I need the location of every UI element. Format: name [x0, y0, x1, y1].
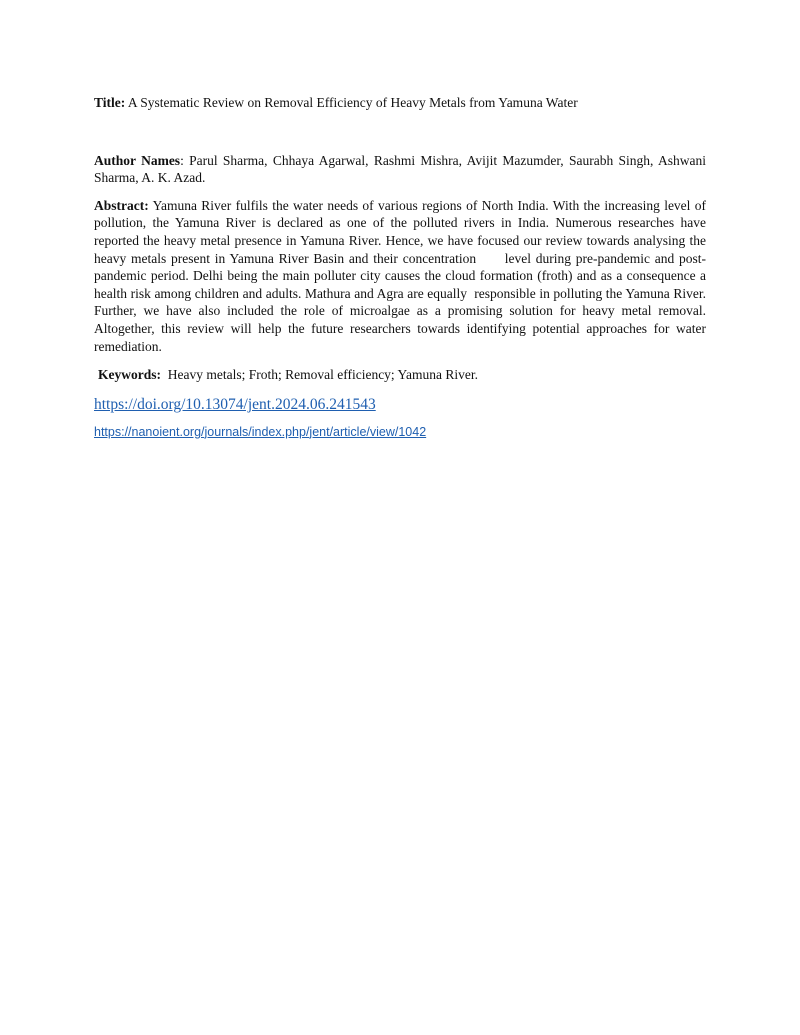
- abstract-text: Yamuna River fulfils the water needs of various regions of North India. With the increasing level of pollution, the Yamuna River is declared as one of the polluted rivers in India. Numerous researches have reported the heavy metal presence in Yamuna River. Hence, we have focused our review towards analysing the heavy metals present in Yamuna River Basin and their concentration level during pre-pandemic and post-pandemic period. Delhi being the main polluter city causes the cloud formation (froth) and as a consequence a health risk among children and adults. Mathura and Agra are equally responsible in polluting the Yamuna River. Further, we have also included the role of microalgae as a promising solution for heavy metal removal. Altogether, this review will help the future researchers towards identifying potential approaches for water remediation.: [94, 197, 710, 354]
- authors-text: : Parul Sharma, Chhaya Agarwal, Rashmi Mishra, Avijit Mazumder, Saurabh Singh, Ashwani Sharma, A. K. Azad.: [94, 152, 706, 186]
- title-label: Title:: [94, 95, 126, 110]
- title-line: [94, 94, 706, 112]
- author-names: [94, 152, 706, 187]
- doi-link[interactable]: https://doi.org/10.13074/jent.2024.06.241543: [94, 395, 376, 413]
- article-link[interactable]: https://nanoient.org/journals/index.php/jent/article/view/1042: [94, 424, 427, 439]
- abstract-label: Abstract:: [94, 197, 149, 213]
- keywords: [94, 366, 706, 384]
- keywords-label: Keywords:: [98, 367, 161, 383]
- keywords-text: Heavy metals; Froth; Removal efficiency; Yamuna River.: [167, 367, 478, 383]
- abstract: [94, 197, 710, 355]
- document-content: [94, 94, 710, 440]
- authors-label: Author Names: [94, 152, 181, 168]
- title-text: A Systematic Review on Removal Efficiency of Heavy Metals from Yamuna Water: [127, 95, 578, 110]
